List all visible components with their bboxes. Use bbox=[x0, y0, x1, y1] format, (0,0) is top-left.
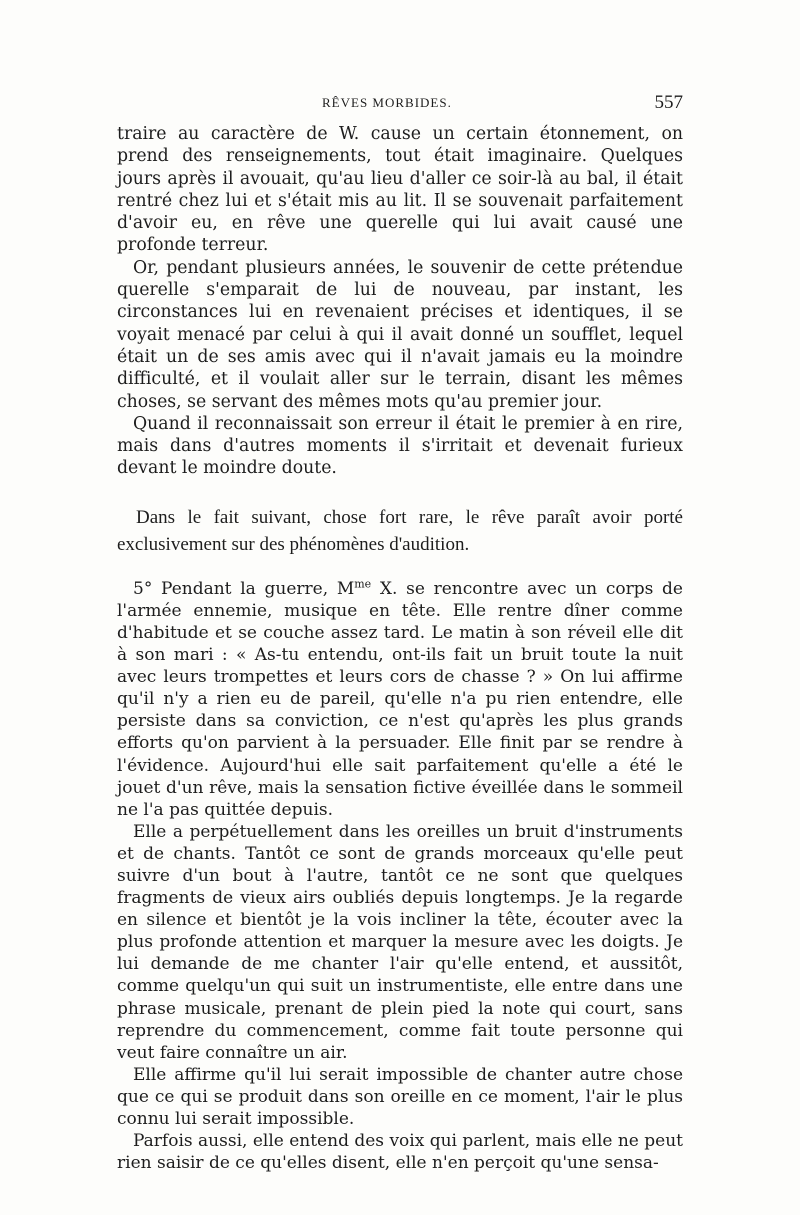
paragraph-continuation: traire au caractère de W. cause un certain étonnement, on prend des renseignements, tout était imaginaire. Quelques jours après il avouait, qu'au lieu d'aller ce soir-là au bal, il était rentré chez lui et s'était mis au lit. Il se souvenait parfaitement d'avoir eu, en rêve une querelle qui lui avait causé une profonde terreur. bbox=[117, 124, 683, 256]
case-5-rest: X. se rencontre avec un corps de l'armée ennemie, musique en tête. Elle rentre dîner comme d'habitude et se couche assez tard. Le matin à son réveil elle dit à son mari : « As-tu entendu, ont-ils fait un bruit toute la nuit avec leurs trompettes et leurs cors de chasse ? » On lui affirme qu'il n'y a rien eu de pareil, qu'elle n'a pu rien entendre, elle persiste dans sa conviction, ce n'est qu'après les plus grands efforts qu'on parvient à la persuader. Elle finit par se rendre à l'évidence. Aujourd'hui elle sait parfaitement qu'elle a été le jouet d'un rêve, mais la sensation fictive éveillée dans le sommeil ne l'a pas quittée depuis. bbox=[117, 578, 683, 820]
running-head bbox=[117, 92, 683, 123]
case-5-start: 5° Pendant la guerre, M bbox=[133, 578, 355, 599]
page-number: 557 bbox=[654, 92, 683, 113]
paragraph-case-5 bbox=[117, 578, 683, 821]
paragraph-erreur: Quand il reconnaissait son erreur il était le premier à en rire, mais dans d'autres moments il s'irritait et devenait furieux devant le moindre doute. bbox=[117, 413, 683, 479]
paragraph-souvenir: Or, pendant plusieurs années, le souvenir de cette prétendue querelle s'emparait de lui de nouveau, par instant, les circonstances lui en revenaient précises et identiques, il se voyait menacé par celui à qui il avait donné un soufflet, lequel était un de ses amis avec qui il n'avait jamais eu la moindre difficulté, et il voulait aller sur le terrain, disant les mêmes choses, se servant des mêmes mots qu'au premier jour. bbox=[117, 257, 683, 412]
paragraph-voix: Parfois aussi, elle entend des voix qui parlent, mais elle ne peut rien saisir de ce qu'elles disent, elle n'en perçoit qu'une sensa- bbox=[117, 1131, 683, 1174]
book-page bbox=[117, 92, 683, 1174]
paragraph-chanter: Elle affirme qu'il lui serait impossible de chanter autre chose que ce qui se produit dans son oreille en ce moment, l'air le plus connu lui serait impossible. bbox=[117, 1064, 683, 1129]
running-title: RÊVES MORBIDES. bbox=[322, 95, 452, 110]
paragraph-intro-audition: Dans le fait suivant, chose fort rare, le rêve paraît avoir porté exclusivement sur des phénomènes d'audition. bbox=[117, 506, 683, 555]
case-5-superscript: me bbox=[354, 577, 372, 591]
paragraph-instruments: Elle a perpétuellement dans les oreilles un bruit d'instruments et de chants. Tantôt ce sont de grands morceaux qu'elle peut suivre d'un bout à l'autre, tantôt ce ne sont que quelques fragments de vieux airs oubliés depuis longtemps. Je la regarde en silence et bientôt je la vois incliner la tête, écouter avec la plus profonde attention et marquer la mesure avec les doigts. Je lui demande de me chanter l'air qu'elle entend, et aussitôt, comme quelqu'un qui suit un instrumentiste, elle entre dans une phrase musicale, prenant de plein pied la note qui court, sans reprendre du commencement, comme fait toute personne qui veut faire connaître un air. bbox=[117, 821, 683, 1063]
